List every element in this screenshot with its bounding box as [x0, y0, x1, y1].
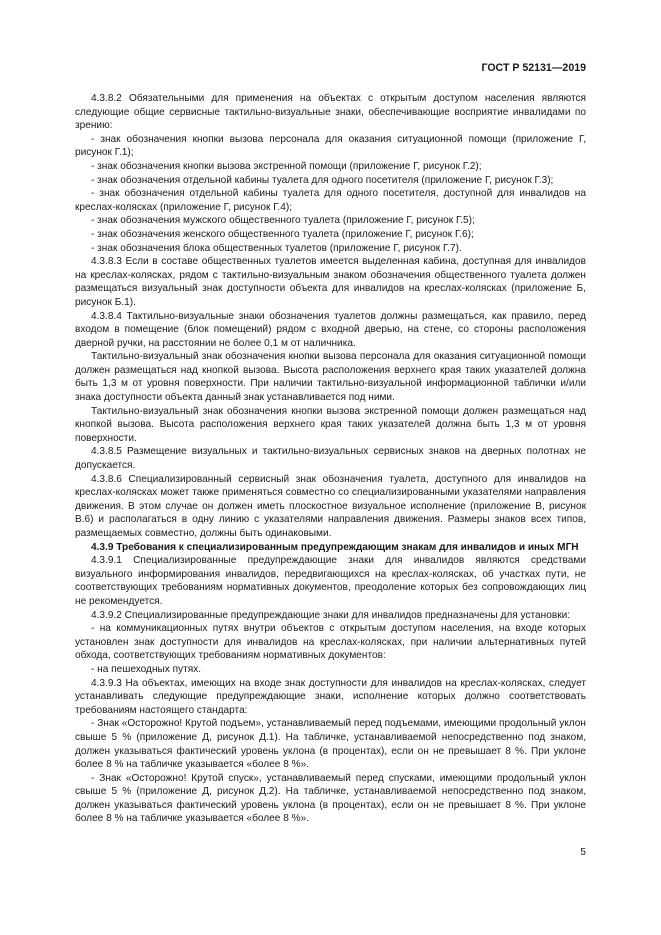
paragraph-4-3-8-4: 4.3.8.4 Тактильно-визуальные знаки обозначения туалетов должны размещаться, как правило, перед входом в помещение (блок помещений) рядом с входной дверью, на стене, со стороны расположения дверной ручки, на расстоянии не более 0,1 м от наличника.	[75, 310, 586, 349]
list-item: - Знак «Осторожно! Крутой подъем», устанавливаемый перед подъемами, имеющими продольный уклон свыше 5 % (приложение Д, рисунок Д.1). На табличке, устанавливаемой непосредственно под знаком, должен указываться фактический уровень уклона (в процентах), если он не превышает 8 %. При уклоне более 8 % на табличке указывается «более 8 %».	[75, 718, 586, 771]
list-item: - знак обозначения отдельной кабины туалета для одного посетителя, доступной для инвалидов на креслах-колясках (приложение Г, рисунок Г.4);	[75, 188, 586, 213]
section-heading-4-3-9: 4.3.9 Требования к специализированным предупреждающим знакам для инвалидов и иных МГН	[91, 541, 579, 553]
list-item: - на коммуникационных путях внутри объектов с открытым доступом населения, на входе которых установлен знак доступности для инвалидов на креслах-колясках, при наличии альтернативных путей обхода, соответствующих требованиям нормативных документов:	[75, 623, 586, 662]
page-number: 5	[580, 847, 586, 858]
list-item: - Знак «Осторожно! Крутой спуск», устанавливаемый перед спусками, имеющими продольный уклон свыше 5 % (приложение Д, рисунок Д.2). На табличке, устанавливаемой непосредственно под знаком, должен указываться фактический уровень уклона (в процентах), если он не превышает 8 %. При уклоне более 8 % на табличке указывается «более 8 %».	[75, 772, 586, 825]
list-item: - знак обозначения кнопки вызова персонала для оказания ситуационной помощи (приложение Г, рисунок Г.1);	[75, 133, 586, 159]
paragraph-4-3-8-5: 4.3.8.5 Размещение визуальных и тактильно-визуальных сервисных знаков на дверных полотнах не допускается.	[75, 446, 586, 472]
paragraph-4-3-9-3: 4.3.9.3 На объектах, имеющих на входе знак доступности для инвалидов на креслах-колясках, следует устанавливать следующие предупреждающие знаки, исполнение которых должно соответствовать требованиям настоящего стандарта:	[75, 677, 586, 716]
paragraph-4-3-8-2: 4.3.8.2 Обязательными для применения на объектах с открытым доступом населения являются следующие общие сервисные тактильно-визуальные знаки, обеспечивающие восприятие инвалидами по зрению:	[75, 93, 586, 132]
paragraph-4-3-8-3: 4.3.8.3 Если в составе общественных туалетов имеется выделенная кабина, доступная для инвалидов на креслах-колясках, рядом с тактильно-визуальным знаком обозначения общественного туалета должен размещаться визуальный знак доступности объекта для инвалидов на креслах-колясках (приложение Б, рисунок Б.1).	[75, 256, 586, 308]
list-item: - знак обозначения блока общественных туалетов (приложение Г, рисунок Г.7).	[91, 242, 462, 254]
paragraph: Тактильно-визуальный знак обозначения кнопки вызова персонала для оказания ситуационной помощи должен размещаться над кнопкой вызова. Высота расположения верхнего края таких указателей должна быть 1,3 м от уровня поверхности. При наличии тактильно-визуальной информационной таблички и/или знака доступности объекта данный знак устанавливается под ними.	[75, 351, 586, 404]
document-body	[75, 92, 586, 826]
list-item: - знак обозначения отдельной кабины туалета для одного посетителя (приложение Г, рисунок Г.3);	[91, 174, 554, 186]
list-item: - знак обозначения женского общественного туалета (приложение Г, рисунок Г.6);	[91, 228, 474, 240]
list-item: - знак обозначения кнопки вызова экстренной помощи (приложение Г, рисунок Г.2);	[91, 160, 482, 172]
paragraph-4-3-9-2: 4.3.9.2 Специализированные предупреждающие знаки для инвалидов предназначены для установки:	[91, 609, 571, 621]
list-item: - знак обозначения мужского общественного туалета (приложение Г, рисунок Г.5);	[91, 215, 475, 227]
standard-header: ГОСТ Р 52131—2019	[481, 62, 586, 74]
paragraph: Тактильно-визуальный знак обозначения кнопки вызова экстренной помощи должен размещаться над кнопкой вызова. Высота расположения верхнего края таких указателей должна быть 1,3 м от уровня поверхности.	[75, 405, 586, 444]
paragraph-4-3-8-6: 4.3.8.6 Специализированный сервисный знак обозначения туалета, доступного для инвалидов на креслах-колясках может также применяться совместно со специализированными указателями направления движения. В этом случае он должен иметь плоскостное визуальное исполнение (приложение В, рисунок В.6) и располагаться в одну линию с указателями направления движения. Размеры знаков всех типов, размещаемых совместно, должны быть одинаковыми.	[75, 473, 586, 539]
list-item: - на пешеходных путях.	[91, 663, 202, 675]
paragraph-4-3-9-1: 4.3.9.1 Специализированные предупреждающие знаки для инвалидов являются средствами визуального информирования инвалидов, передвигающихся на креслах-колясках, об участках пути, не соответствующих требованиям нормативных документов, преодоление которых без сопровождающих лиц не рекомендуется.	[75, 555, 586, 607]
